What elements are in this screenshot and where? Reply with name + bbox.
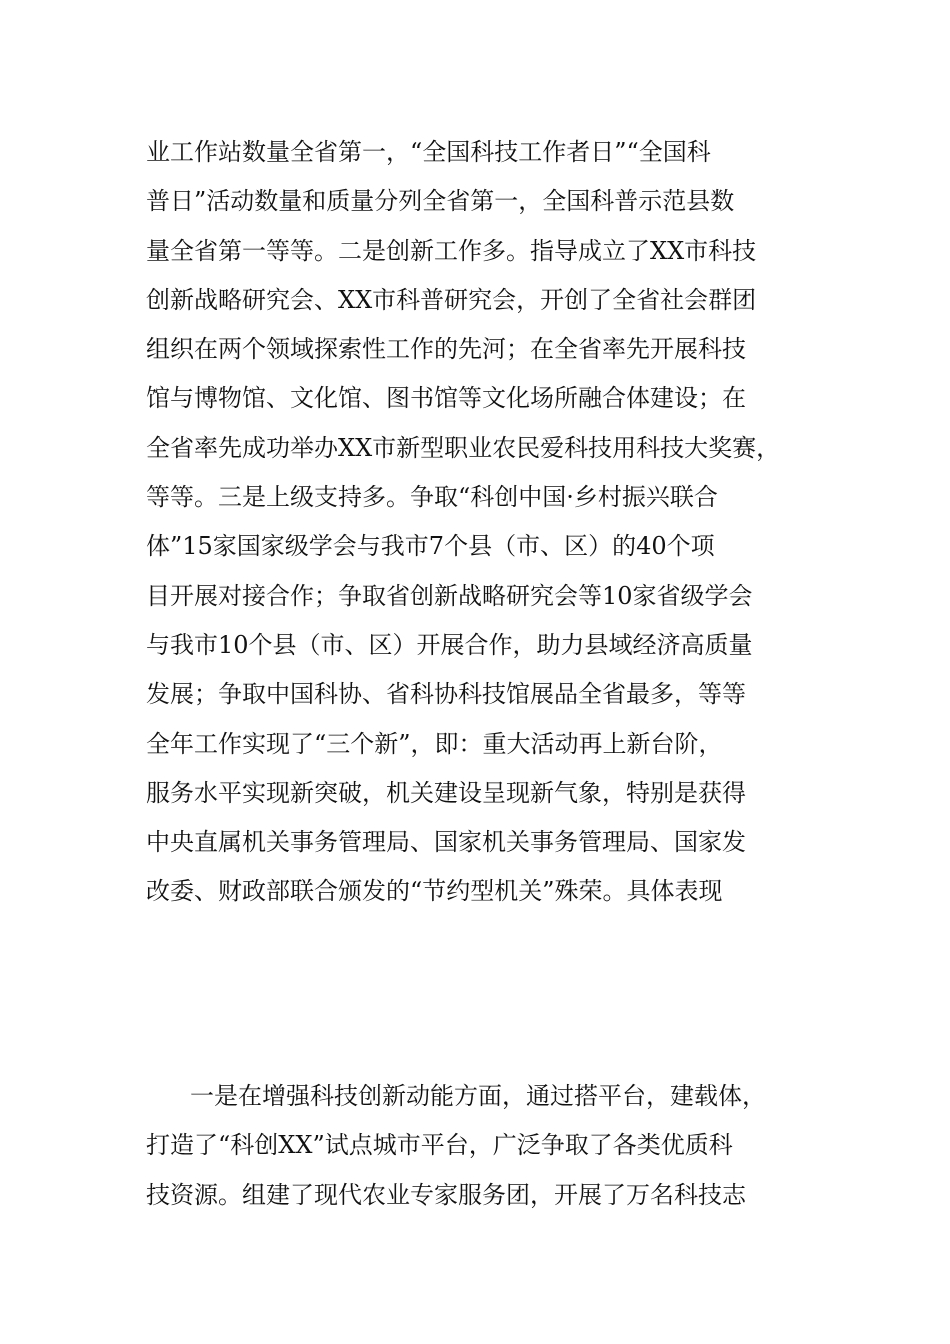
text-line: 体”15家国家级学会与我市7个县（市、区）的40个项 (146, 532, 715, 561)
text-line: 全省率先成功举办XX市新型职业农民爱科技用科技大奖赛， (146, 433, 781, 462)
paragraph-block-1 (146, 128, 826, 917)
text-line: 业工作站数量全省第一，“全国科技工作者日”“全国科 (146, 138, 711, 166)
text-line: 组织在两个领域探索性工作的先河；在全省率先开展科技 (146, 335, 746, 364)
text-line: 与我市10个县（市、区）开展合作，助力县域经济高质量 (146, 630, 753, 659)
text-line: 等等。三是上级支持多。争取“科创中国·乡村振兴联合 (146, 483, 718, 512)
text-line: 改委、财政部联合颁发的“节约型机关”殊荣。具体表现 (146, 877, 723, 906)
text-line: 发展；争取中国科协、省科协科技馆展品全省最多，等等 (146, 680, 746, 709)
text-line: 普日”活动数量和质量分列全省第一，全国科普示范县数 (146, 187, 735, 216)
text-line: 服务水平实现新突破，机关建设呈现新气象，特别是获得 (146, 778, 746, 807)
text-line: 技资源。组建了现代农业专家服务团，开展了万名科技志 (146, 1180, 746, 1209)
text-line: 全年工作实现了“三个新”，即：重大活动再上新台阶， (146, 729, 723, 758)
text-line: 目开展对接合作；争取省创新战略研究会等10家省级学会 (146, 581, 753, 610)
text-line: 量全省第一等等。二是创新工作多。指导成立了XX市科技 (146, 236, 757, 265)
text-line: 馆与博物馆、文化馆、图书馆等文化场所融合体建设；在 (146, 384, 746, 413)
text-line: 打造了“科创XX”试点城市平台，广泛争取了各类优质科 (146, 1131, 733, 1160)
text-line-indented: 一是在增强科技创新动能方面，通过搭平台，建载体， (190, 1082, 766, 1110)
paragraph-block-2 (146, 1072, 826, 1220)
text-line: 中央直属机关事务管理局、国家机关事务管理局、国家发 (146, 828, 746, 857)
text-line: 创新战略研究会、XX市科普研究会，开创了全省社会群团 (146, 285, 757, 314)
